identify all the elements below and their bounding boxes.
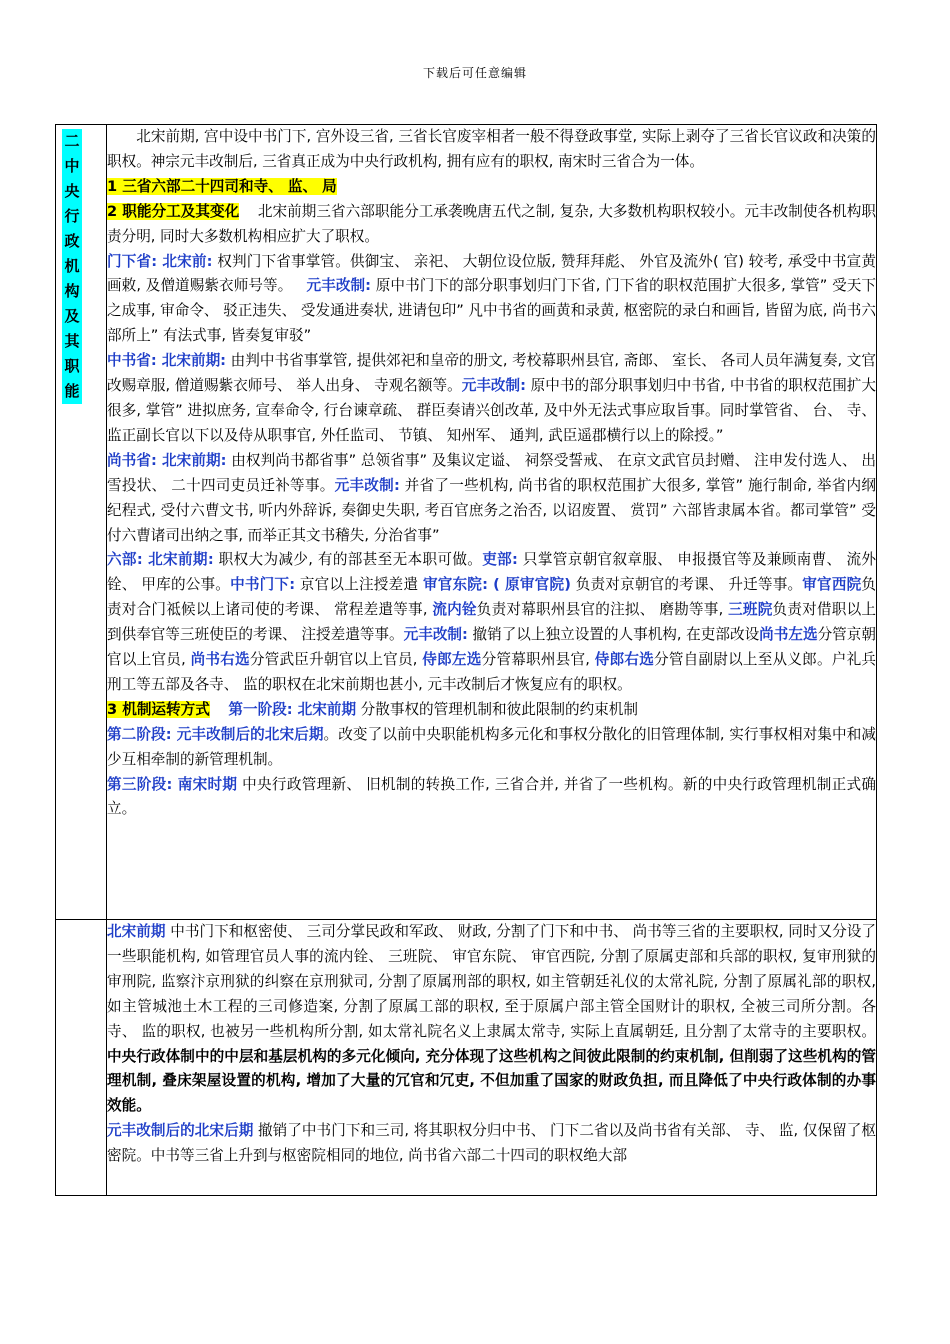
shangshu-zuoxuan-text: 分管京朝官以上官员,	[107, 626, 876, 669]
menxia-paragraph	[107, 250, 876, 350]
zhongshu-label-2: 元丰改制:	[461, 377, 526, 395]
shenguan-dongyuan-text: 负责对京朝官的考课、 升迁等事。	[570, 576, 803, 594]
shangshu-label-2: 元丰改制:	[334, 476, 400, 494]
stage-1-label: 第一阶段: 北宋前期	[228, 700, 357, 718]
heading-3-text: 3 机制运转方式	[107, 700, 210, 718]
shenguan-dongyuan-label: 审官东院: ( 原审官院)	[422, 576, 571, 594]
zhongshumenxia-label: 中书门下:	[230, 576, 296, 594]
zhongshu-text-1: 由判中书省事掌管, 提供郊祀和皇帝的册文, 考校幕职州县官, 斋郎、 室长、 各司人员年满复奏, 文官改赐章服, 僧道赐紫衣师号、 举人出身、 寺观名额等。	[107, 352, 876, 395]
table-row	[56, 125, 877, 920]
stage-2-label: 第二阶段: 元丰改制后的北宋后期	[107, 725, 324, 743]
shangshu-label: 尚书省: 北宋前期:	[107, 451, 227, 469]
late-song-label: 元丰改制后的北宋后期	[107, 1122, 254, 1140]
liubu-text: 职权大为减少, 有的部甚至无本职可做。	[213, 551, 483, 569]
shenguan-xiyuan-label: 审官西院	[802, 576, 862, 594]
function-paragraph	[107, 200, 876, 250]
content-table	[55, 124, 877, 1196]
shangshu-paragraph	[107, 449, 876, 549]
shilang-zuoxuan-label: 侍郎左选	[422, 651, 482, 669]
shangshu-text-2: 并省了一些机构, 尚书省的职权范围扩大很多, 掌管” 施行制命, 举省内纲纪程式, 受付六曹文书, 听内外辞诉, 奏御史失职, 考百官庶务之治否, 以诏废置、 赏罚” 六部皆隶属本省。都司掌管” 受付六曹诸司出纳之事, 而举正其文书稽失, 分治省事”	[107, 476, 876, 544]
side-cell-empty	[56, 920, 107, 1196]
zhongshumenxia-text: 京官以上注授差遣	[295, 576, 423, 594]
stage-2-text: 。改变了以前中央职能机构多元化和事权分散化的旧管理体制, 实行事权相对集中和减少互相牵制的新管理机制。	[107, 725, 877, 768]
side-label: 二中央行政机构及其职能	[62, 129, 82, 404]
late-song-paragraph	[107, 1119, 876, 1169]
shilang-zuoxuan-text: 分管幕职州县官,	[481, 651, 595, 669]
stage-1-text: 分散事权的管理机制和彼此限制的约束机制	[356, 700, 638, 718]
yuanfeng-text: 撤销了以上独立设置的人事机构, 在吏部改设	[467, 626, 760, 644]
heading-1-text: 1 三省六部二十四司和寺、 监、 局	[107, 177, 337, 195]
table-row	[56, 920, 877, 1196]
early-song-label: 北宋前期	[107, 923, 166, 940]
zhongshu-paragraph	[107, 349, 876, 449]
libu-text: 只掌管京朝官叙章服、 申报摄官等及兼顾南曹、 流外铨、 甲库的公事。	[107, 551, 876, 594]
liubu-paragraph	[107, 548, 876, 697]
side-cell	[56, 125, 107, 920]
late-song-text: 撤销了中书门下和三司, 将其职权分归中书、 门下二省以及尚书省有关部、 寺、 监, 仅保留了枢密院。中书等三省上升到与枢密院相同的地位, 尚书省六部二十四司的职权绝大部	[107, 1122, 876, 1165]
stage-3-paragraph	[107, 773, 876, 823]
liuneiquan-text: 负责对幕职州县官的注拟、 磨勘等事,	[476, 601, 729, 619]
sanbanyuan-text: 负责对借职以上到供奉官等三班使臣的考课、 注授差遣等事。	[107, 601, 876, 644]
menxia-text-2: 原中书门下的部分职事划归门下省, 门下省的职权范围扩大很多, 掌管” 受天下之成事, 审命令、 驳正违失、 受发通进奏状, 进请包印” 凡中书省的画黄和录黄, 枢密院的录白和画旨, 皆留为底, 尚书六部所上” 有法式事, 皆奏复审驳”	[107, 277, 877, 345]
shangshu-youxuan-label: 尚书右选	[190, 651, 250, 669]
liubu-label: 六部: 北宋前期:	[107, 551, 214, 569]
heading-2-text: 2 职能分工及其变化	[107, 202, 240, 220]
shenguan-xiyuan-text: 负责对合门祗候以上诸司使的考课、 常程差遣等事,	[107, 576, 877, 619]
zhongshu-text-2: 原中书的部分职事划归中书省, 中书省的职权范围扩大很多, 掌管” 进拟庶务, 宣奉命令, 行台谏章疏、 群臣奏请兴创改革, 及中外无法式事应取旨事。同时掌管省、 台、 寺、 监正副长官以下以及侍从职事官, 外任监司、 节镇、 知州军、 通判, 武臣遥郡横行以上的除授。”	[107, 377, 877, 444]
liuneiquan-label: 流内铨	[432, 601, 477, 619]
shangshu-youxuan-text: 分管武臣升朝官以上官员,	[249, 651, 423, 669]
shangshu-zuoxuan-label: 尚书左选	[759, 626, 818, 644]
shangshu-text-1: 由权判尚书都省事” 总领省事” 及集议定谥、 祠祭受誓戒、 在京文武官员封赠、 注申发付选人、 出雪投状、 二十四司吏员迁补等事。	[107, 451, 876, 494]
early-song-text: 中书门下和枢密使、 三司分掌民政和军政、 财政, 分割了门下和中书、 尚书等三省的主要职权, 同时又分设了一些职能机构, 如管理官员人事的流内铨、 三班院、 审官东院、 审官西院, 分割了原属吏部和兵部的职权, 复审刑狱的审刑院, 监察汴京刑狱的纠察在京刑狱司, 分割了原属刑部的职权, 如主管朝廷礼仪的太常礼院, 分割了原属礼部的职权, 如主管城池土木工程的三司修造案, 分割了原属工部的职权, 至于原属户部主管全国财计的职权, 全被三司所分割。各寺、 监的职权, 也被另一些机构所分割, 如太常礼院名义上隶属太常寺, 实际上直属朝廷, 且分割了太常寺的主要职权。	[107, 923, 876, 1040]
libu-label: 吏部:	[482, 551, 518, 569]
zhongshu-label: 中书省: 北宋前期:	[107, 352, 227, 370]
early-song-paragraph	[107, 920, 876, 1119]
menxia-label-2: 元丰改制:	[306, 277, 372, 295]
yuanfeng-label: 元丰改制:	[403, 626, 468, 644]
heading-1	[107, 175, 876, 200]
shilang-youxuan-label: 侍郎右选	[594, 651, 655, 669]
stage-2-paragraph	[107, 723, 876, 773]
sanbanyuan-label: 三班院	[728, 601, 773, 619]
menxia-label: 门下省: 北宋前:	[107, 252, 213, 270]
menxia-text-1: 权判门下省事掌管。供御宝、 亲祀、 大朝位设位版, 赞拜拜彪、 外官及流外( 官) 较考, 承受中书宣黄画敕, 及僧道赐紫衣师号等。	[107, 252, 876, 295]
stage-3-label: 第三阶段: 南宋时期	[107, 775, 238, 793]
content-cell	[107, 125, 877, 920]
early-song-bold-text: 中央行政体制中的中层和基层机构的多元化倾向, 充分体现了这些机构之间彼此限制的约束机制, 但削弱了这些机构的管理机制, 叠床架屋设置的机构, 增加了大量的冗官和冗吏, 不但加重了国家的财政负担, 而且降低了中央行政体制的办事效能。	[107, 1047, 876, 1115]
stage-3-text: 中央行政管理新、 旧机制的转换工作, 三省合并, 并省了一些机构。新的中央行政管理机制正式确立。	[107, 775, 877, 818]
mechanism-paragraph	[107, 698, 876, 723]
content-cell	[107, 920, 877, 1196]
page-header: 下载后可任意编辑	[422, 66, 527, 80]
intro-paragraph: 北宋前期, 宫中设中书门下, 宫外设三省, 三省长官废宰相者一般不得登政事堂, 实际上剥夺了三省长官议政和决策的职权。神宗元丰改制后, 三省真正成为中央行政机构, 拥有应有的职权, 南宋时三省合为一体。	[107, 128, 876, 170]
heading-2-body: 北宋前期三省六部职能分工承袭晚唐五代之制, 复杂, 大多数机构职权较小。元丰改制使各机构职责分明, 同时大多数机构相应扩大了职权。	[107, 202, 876, 245]
shilang-youxuan-text: 分管自副尉以上至从义郎。户礼兵刑工等五部及各寺、 监的职权在北宋前期也甚小, 元丰改制后才恢复应有的职权。	[107, 651, 877, 693]
